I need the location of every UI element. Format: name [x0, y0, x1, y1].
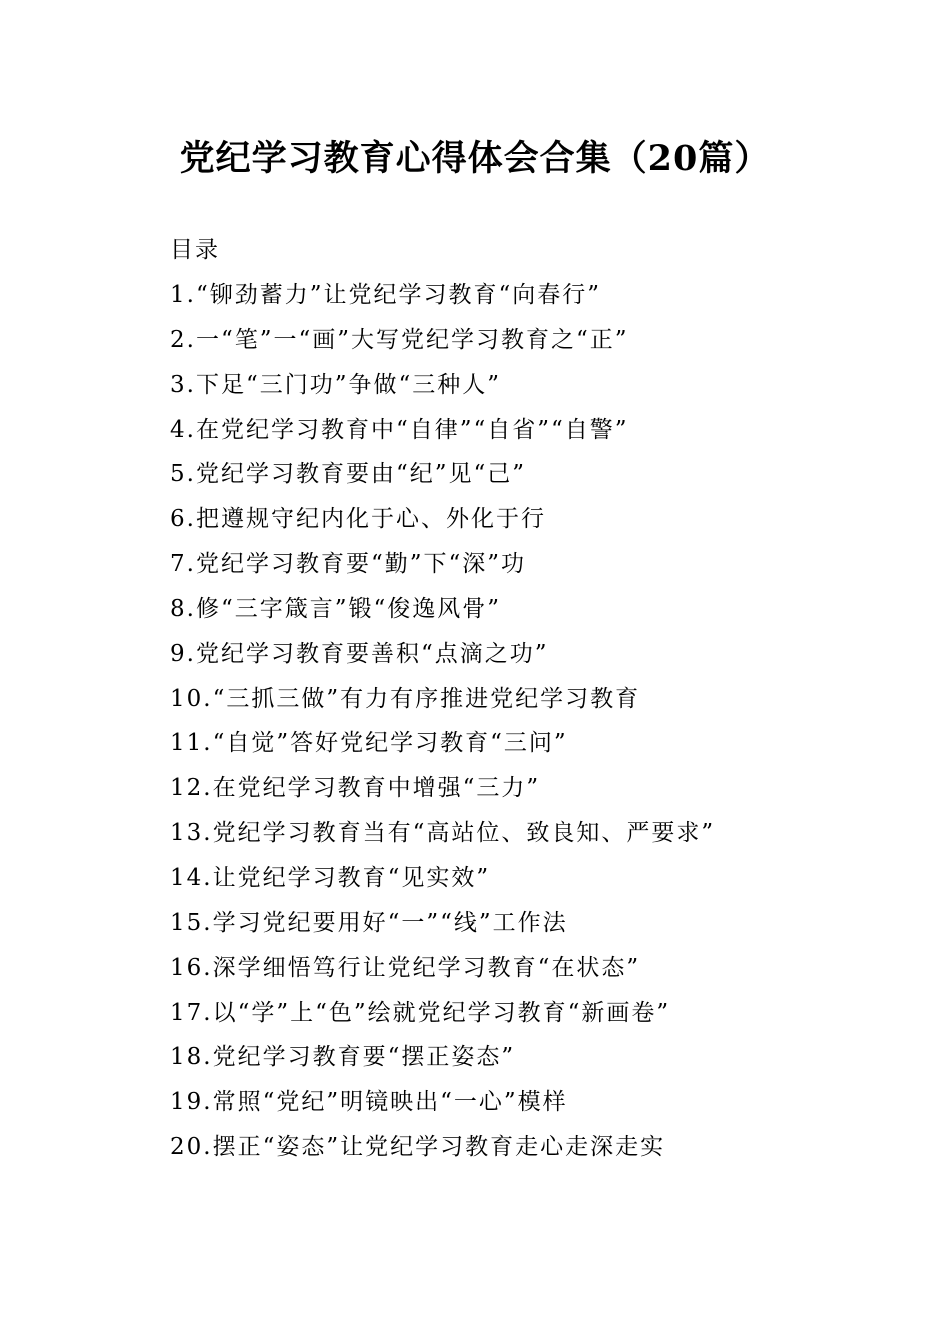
toc-item-9: 9.党纪学习教育要善积“点滴之功” [170, 640, 549, 667]
toc-item-8: 8.修“三字箴言”锻“俊逸风骨” [170, 595, 501, 622]
toc-item-2: 2.一“笔”一“画”大写党纪学习教育之“正” [170, 326, 629, 353]
table-of-contents [170, 228, 890, 1170]
toc-list [170, 273, 890, 1170]
toc-item-1: 1.“铆劲蓄力”让党纪学习教育“向春行” [170, 282, 601, 308]
toc-item-12: 12.在党纪学习教育中增强“三力” [170, 775, 541, 802]
toc-item-16: 16.深学细悟笃行让党纪学习教育“在状态” [170, 954, 641, 981]
toc-item-7: 7.党纪学习教育要“勤”下“深”功 [170, 551, 526, 578]
toc-item-20: 20.摆正“姿态”让党纪学习教育走心走深走实 [170, 1134, 666, 1161]
toc-item-6: 6.把遵规守纪内化于心、外化于行 [170, 506, 546, 533]
toc-item-5: 5.党纪学习教育要由“纪”见“己” [170, 461, 526, 488]
toc-heading: 目录 [170, 237, 220, 263]
toc-item-3: 3.下足“三门功”争做“三种人” [170, 371, 501, 398]
toc-item-19: 19.常照“党纪”明镜映出“一心”模样 [170, 1089, 568, 1116]
toc-item-11: 11.“自觉”答好党纪学习教育“三问” [170, 730, 568, 757]
document-title: 党纪学习教育心得体会合集（20篇） [179, 138, 771, 179]
toc-item-15: 15.学习党纪要用好“一”“线”工作法 [170, 909, 568, 936]
toc-item-14: 14.让党纪学习教育“见实效” [170, 864, 491, 891]
toc-item-4: 4.在党纪学习教育中“自律”“自省”“自警” [170, 416, 629, 443]
toc-item-10: 10.“三抓三做”有力有序推进党纪学习教育 [170, 685, 641, 712]
toc-item-18: 18.党纪学习教育要“摆正姿态” [170, 1044, 516, 1071]
toc-item-17: 17.以“学”上“色”绘就党纪学习教育“新画卷” [170, 999, 671, 1026]
toc-item-13: 13.党纪学习教育当有“高站位、致良知、严要求” [170, 820, 716, 847]
